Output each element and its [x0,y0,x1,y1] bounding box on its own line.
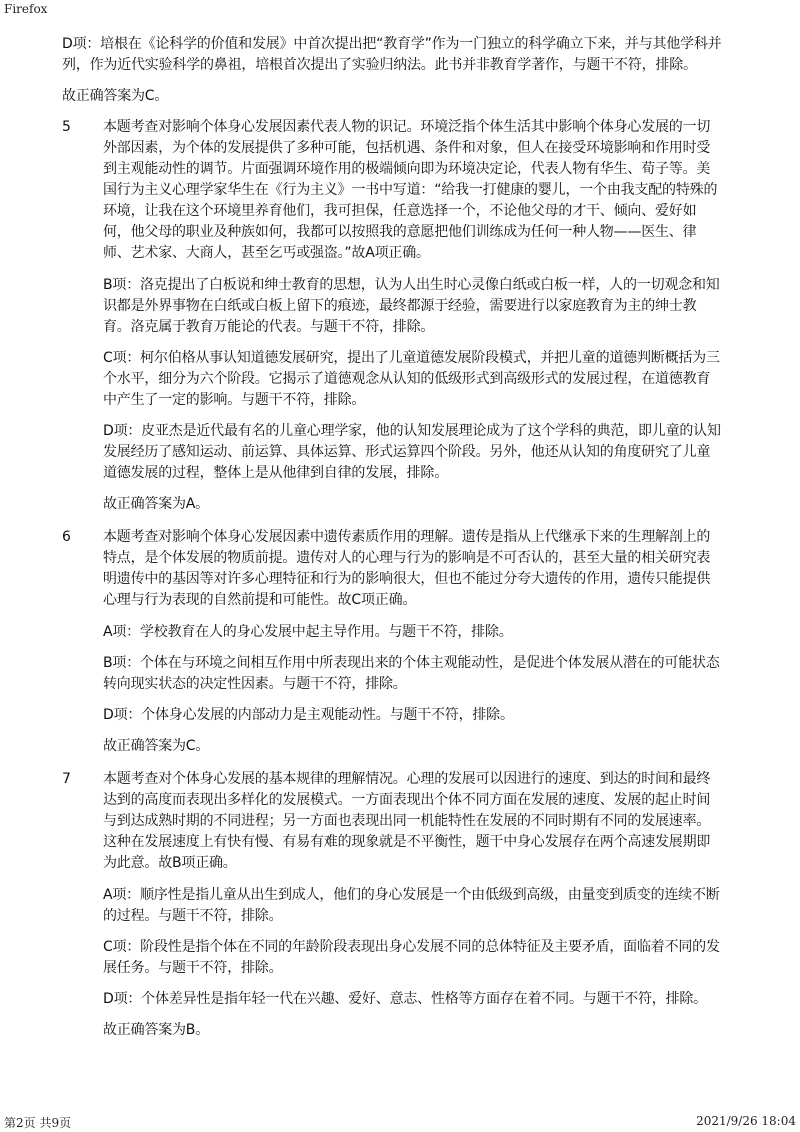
option-b-text: B项：个体在与环境之间相互作用中所表现出来的个体主观能动性，是促进个体发展从潜在的可能状态转向现实状态的决定性因素。与题干不符，排除。 [103,655,720,692]
question-number: 6 [62,529,71,545]
option-d-text: D项：个体身心发展的内部动力是主观能动性。与题干不符，排除。 [103,707,514,723]
option-c-text: C项：柯尔伯格从事认知道德发展研究，提出了儿童道德发展阶段模式，并把儿童的道德判断概括为三个水平，细分为六个阶段。它揭示了道德观念从认知的低级形式到高级形式的发展过程，在道德教育中产生了一定的影响。与题干不符，排除。 [103,350,720,408]
question-explanation: 本题考查对个体身心发展的基本规律的理解情况。心理的发展可以因进行的速度、到达的时间和最终达到的高度而表现出多样化的发展模式。一方面表现出个体不同方面在发展的速度、发展的起止时间与到达成熟时期的不同进程；另一方面也表现出同一机能特性在发展的不同时期有不同的发展速率。这种在发展速度上有快有慢、有易有难的现象就是不平衡性，题干中身心发展存在两个高速发展期即为此意。故B项正确。 [103,771,711,871]
question-7 [62,769,722,1041]
page-number: 第2页 共9页 [4,1116,72,1130]
question-explanation: 本题考查对影响个体身心发展因素代表人物的识记。环境泛指个体生活其中影响个体身心发展的一切外部因素，为个体的发展提供了多种可能，包括机遇、条件和对象，但人在接受环境影响和作用时受到主观能动性的调节。片面强调环境作用的极端倾向即为环境决定论，代表人物有华生、荀子等。美国行为主义心理学家华生在《行为主义》一书中写道：“给我一打健康的婴儿，一个由我支配的特殊的环境，让我在这个环境里养育他们，我可担保，任意选择一个，不论他父母的才干、倾向、爱好如何，他父母的职业及种族如何，我都可以按照我的意愿把他们训练成为任何一种人物——医生、律师、艺术家、大商人，甚至乞丐或强盗。”故A项正确。 [103,119,718,261]
option-a-text: A项：顺序性是指儿童从出生到成人，他们的身心发展是一个由低级到高级，由量变到质变的连续不断的过程。与题干不符，排除。 [103,887,720,924]
print-footer [4,1114,796,1130]
question-number: 7 [62,771,71,787]
question-5 [62,117,722,515]
question-number: 5 [62,119,71,135]
print-timestamp: 2021/9/26 18:04 [696,1114,796,1128]
browser-title: Firefox [4,2,48,16]
answer-text: 故正确答案为A。 [103,496,209,512]
option-d-text: D项：皮亚杰是近代最有名的儿童心理学家，他的认知发展理论成为了这个学科的典范，即儿童的认知发展经历了感知运动、前运算、具体运算、形式运算四个阶段。另外，他还从认知的角度研究了儿童道德发展的过程，整体上是从他律到自律的发展，排除。 [103,423,721,481]
answer-text: 故正确答案为B。 [103,1022,210,1038]
previous-question-tail [62,34,722,107]
option-d-text: D项：个体差异性是指年轻一代在兴趣、爱好、意志、性格等方面存在着不同。与题干不符，排除。 [103,991,707,1007]
question-explanation: 本题考查对影响个体身心发展因素中遗传素质作用的理解。遗传是指从上代继承下来的生理解剖上的特点，是个体发展的物质前提。遗传对人的心理与行为的影响是不可否认的，甚至大量的相关研究表明遗传中的基因等对许多心理特征和行为的影响很大，但也不能过分夸大遗传的作用，遗传只能提供心理与行为表现的自然前提和可能性。故C项正确。 [103,529,711,608]
document-content [62,34,722,1053]
option-b-text: B项：洛克提出了白板说和绅士教育的思想，认为人出生时心灵像白纸或白板一样，人的一切观念和知识都是外界事物在白纸或白板上留下的痕迹，最终都源于经验，需要进行以家庭教育为主的绅士教育。洛克属于教育万能论的代表。与题干不符，排除。 [103,277,720,335]
option-a-text: A项：学校教育在人的身心发展中起主导作用。与题干不符，排除。 [103,624,513,640]
answer-text: 故正确答案为C。 [103,738,210,754]
answer-text: 故正确答案为C。 [62,88,169,104]
option-c-text: C项：阶段性是指个体在不同的年龄阶段表现出身心发展不同的总体特征及主要矛盾，面临着不同的发展任务。与题干不符，排除。 [103,939,720,976]
option-d-text: D项：培根在《论科学的价值和发展》中首次提出把“教育学”作为一门独立的科学确立下来，并与其他学科并列，作为近代实验科学的鼻祖，培根首次提出了实验归纳法。此书并非教育学著作，与题干不符，排除。 [62,36,722,73]
question-6 [62,527,722,757]
